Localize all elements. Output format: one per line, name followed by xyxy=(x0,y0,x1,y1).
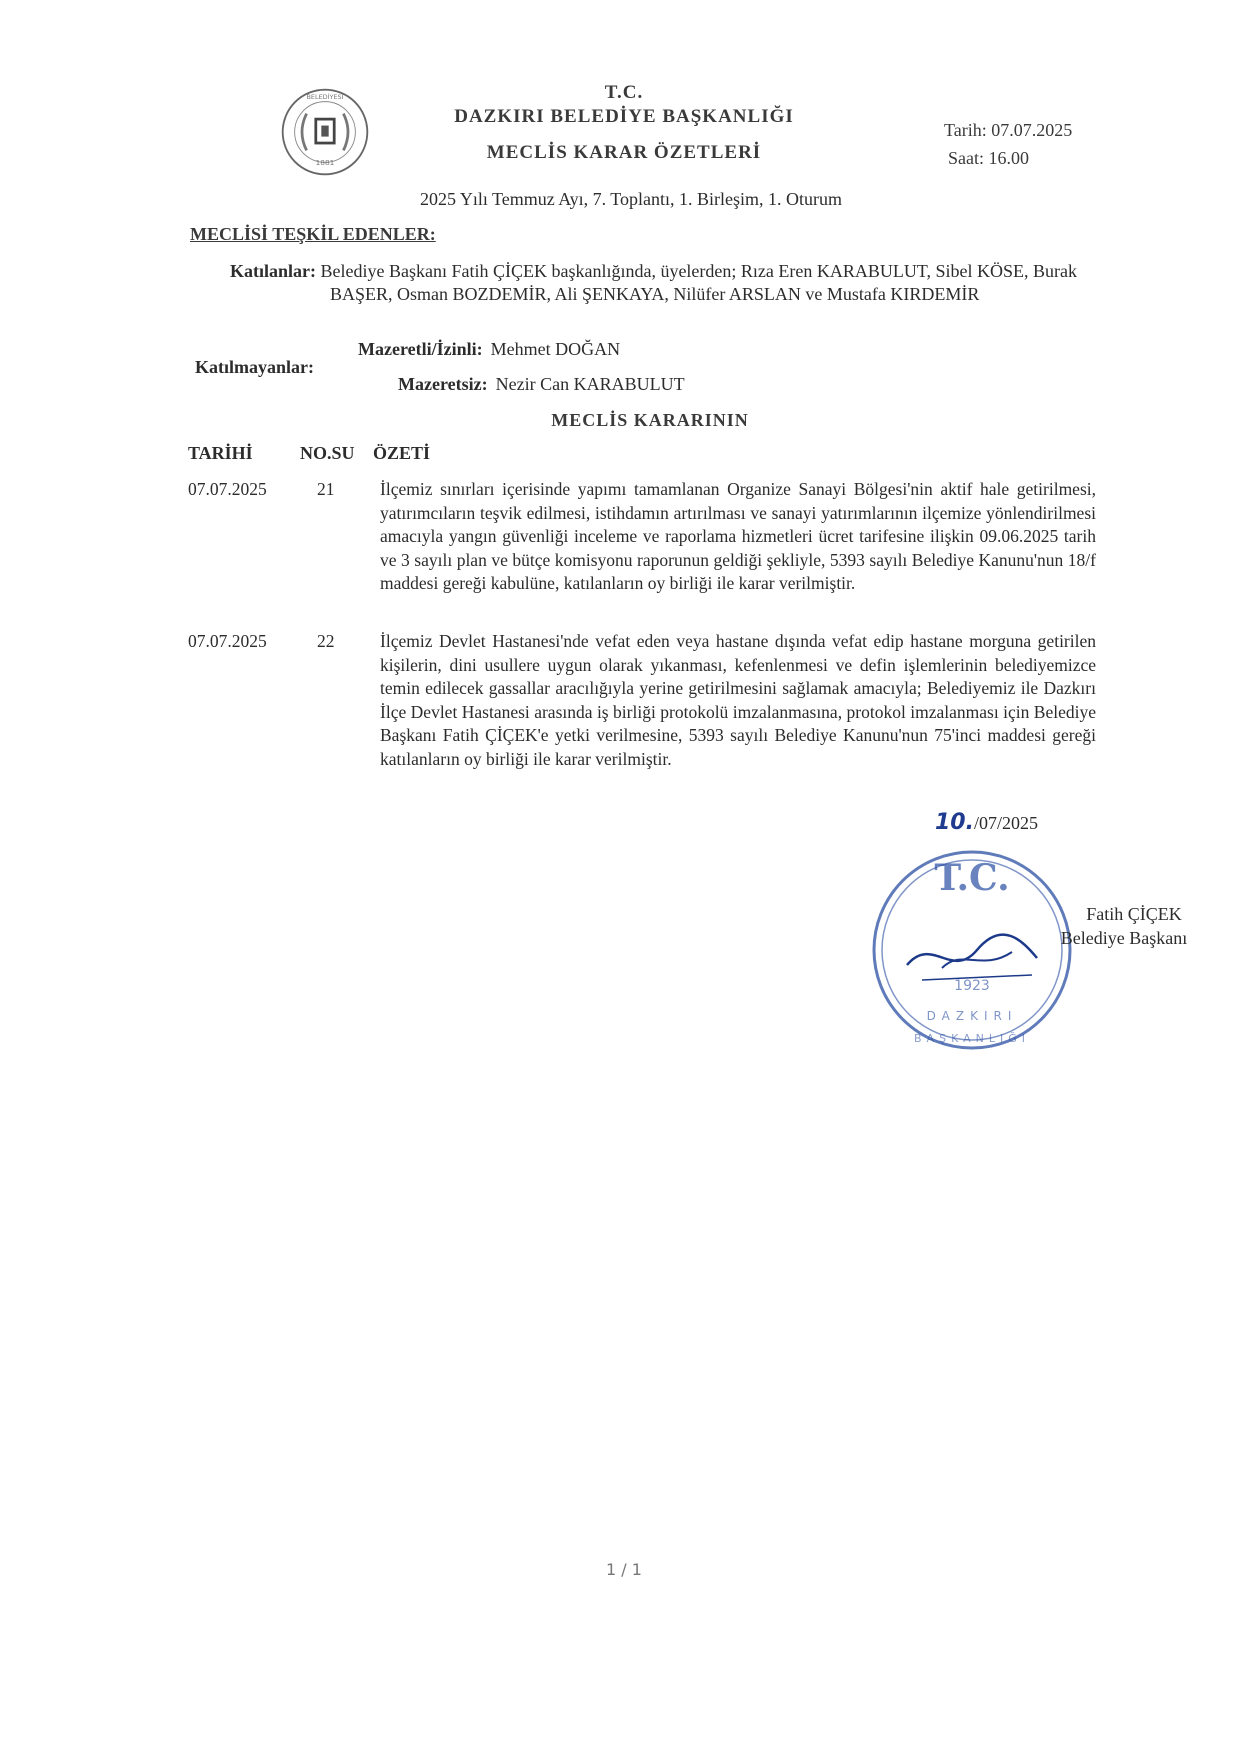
absent-label: Katılmayanlar: xyxy=(195,357,314,377)
unexcused-label: Mazeretsiz: xyxy=(398,374,488,394)
excused-label: Mazeretli/İzinli: xyxy=(358,339,483,359)
decision-date: 07.07.2025 xyxy=(188,631,267,651)
attendees-text: Belediye Başkanı Fatih ÇİÇEK başkanlığında, üyelerden; Rıza Eren KARABULUT, Sibel KÖSE, Burak BAŞER, Osman BOZDEMİR, Ali ŞENKAYA, Nilüfer ARSLAN ve Mustafa KIRDEMİR xyxy=(320,261,1078,304)
column-header-summary: ÖZETİ xyxy=(373,443,431,463)
signature-date-rest: /07/2025 xyxy=(973,813,1038,833)
signature-day-handwritten: 10. xyxy=(935,810,974,835)
decision-summary: İlçemiz sınırları içerisinde yapımı tamamlanan Organize Sanayi Bölgesi'nin aktif hale getirilmesi, yatırımcıların teşvik edilmesi, istihdamın artırılması ve sanayi yatırımlarının ilçemize yönlendirilmesi amacıyla yangın güvenliği inceleme ve raporlama hizmetleri ücret tarifesine ilişkin 09.06.2025 tarih ve 3 sayılı plan ve bütçe komisyonu raporunun geldiği şekliyle, 5393 sayılı Belediye Kanunu'nun 18/f maddesi gereği kabulüne, katılanların oy birliği ile karar verilmiştir. xyxy=(380,479,1096,593)
decision-number: 22 xyxy=(317,631,335,651)
attendees-label: Katılanlar: xyxy=(230,261,316,281)
council-heading: MECLİSİ TEŞKİL EDENLER: xyxy=(190,224,436,244)
svg-text:BAŞKANLIĞI: BAŞKANLIĞI xyxy=(914,1032,1030,1045)
decision-summary: İlçemiz Devlet Hastanesi'nde vefat eden veya hastane dışında vefat edip hastane morguna getirilen kişilerin, dini usullere uygun olarak yıkanması, kefenlenmesi ve defin işlemlerinin belediyemizce temin edilecek gassallar aracılığıyla yerine getirilmesini sağlamak amacıyla; Belediyemiz ile Dazkırı İlçe Devlet Hastanesi arasında iş birliği protokolü imzalanmasına, protokol imzalanması için Belediye Başkanı Fatih ÇİÇEK'e yetki verilmesine, 5393 sayılı Belediye Kanunu'nun 75'inci maddesi gereği katılanların oy birliği ile karar verilmiştir. xyxy=(380,631,1096,769)
decision-number: 21 xyxy=(317,479,335,499)
page-number: 1 / 1 xyxy=(606,1560,642,1579)
time-value: 16.00 xyxy=(988,148,1029,168)
header-republic: T.C. xyxy=(604,82,644,103)
unexcused-value: Nezir Can KARABULUT xyxy=(495,374,685,394)
header-date xyxy=(944,120,1072,141)
excused-row xyxy=(358,339,620,360)
svg-text:T.C.: T.C. xyxy=(934,857,1010,899)
excused-value: Mehmet DOĞAN xyxy=(490,339,621,359)
svg-text:1923: 1923 xyxy=(954,978,990,994)
session-info: 2025 Yılı Temmuz Ayı, 7. Toplantı, 1. Birleşim, 1. Oturum xyxy=(420,189,842,209)
header-municipality: DAZKIRI BELEDİYE BAŞKANLIĞI xyxy=(454,106,794,127)
column-header-number: NO.SU xyxy=(300,443,355,463)
date-label: Tarih: xyxy=(944,120,987,140)
signer-title: Belediye Başkanı xyxy=(1060,928,1188,948)
date-value: 07.07.2025 xyxy=(991,120,1073,140)
svg-text:DAZKIRI: DAZKIRI xyxy=(926,1009,1018,1023)
svg-text:BELEDİYESİ: BELEDİYESİ xyxy=(306,92,344,101)
decision-date: 07.07.2025 xyxy=(188,479,267,499)
svg-text:1881: 1881 xyxy=(315,158,335,168)
official-stamp xyxy=(862,840,1082,1060)
column-header-date: TARİHİ xyxy=(188,443,253,463)
header-time xyxy=(948,148,1029,169)
signer-name: Fatih ÇİÇEK xyxy=(1086,904,1182,924)
decisions-heading: MECLİS KARARININ xyxy=(551,410,749,430)
page-title: MECLİS KARAR ÖZETLERİ xyxy=(486,142,762,163)
unexcused-row xyxy=(398,374,685,395)
attendees-paragraph xyxy=(230,260,1080,306)
time-label: Saat: xyxy=(948,148,984,168)
signature-date xyxy=(935,810,1038,835)
